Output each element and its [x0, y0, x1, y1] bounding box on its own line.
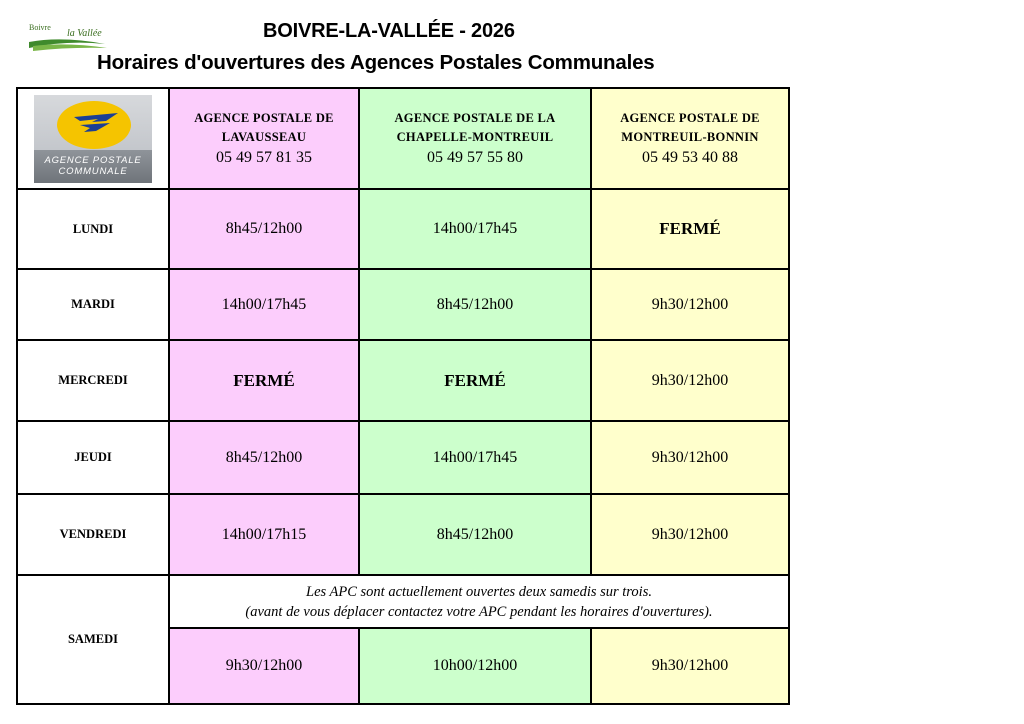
hours-cell: 10h00/12h00: [359, 628, 591, 704]
row-jeudi: [17, 421, 789, 494]
agency-name-line-1: AGENCE POSTALE DE LA: [394, 111, 556, 125]
hours-cell: 9h30/12h00: [591, 421, 789, 494]
agency-name-line-2: MONTREUIL-BONNIN: [621, 130, 759, 144]
agency-name-line-2: LAVAUSSEAU: [221, 130, 307, 144]
agence-postale-logo: [34, 95, 152, 183]
agency-phone: 05 49 57 55 80: [427, 149, 523, 166]
agency-phone: 05 49 53 40 88: [642, 149, 738, 166]
day-label: JEUDI: [17, 421, 169, 494]
day-label: LUNDI: [17, 189, 169, 269]
hours-cell: 9h30/12h00: [591, 494, 789, 575]
agency-name-line-1: AGENCE POSTALE DE: [620, 111, 760, 125]
logo-text-vallee: la Vallée: [67, 28, 102, 39]
agency-header-montreuil-bonnin: [591, 88, 789, 189]
agency-header-chapelle-montreuil: [359, 88, 591, 189]
day-label: MARDI: [17, 269, 169, 340]
logo-text-boivre: Boivre: [29, 23, 51, 32]
row-samedi-note: [17, 575, 789, 628]
logo-caption: [34, 155, 152, 177]
row-vendredi: [17, 494, 789, 575]
row-lundi: [17, 189, 789, 269]
logo-caption-line-1: AGENCE POSTALE: [44, 154, 142, 166]
municipality-logo: [27, 22, 109, 54]
hours-cell: 14h00/17h15: [169, 494, 359, 575]
hours-cell: 14h00/17h45: [359, 421, 591, 494]
row-mercredi: [17, 340, 789, 421]
closed-cell: FERMÉ: [359, 340, 591, 421]
closed-cell: FERMÉ: [591, 189, 789, 269]
day-label: VENDREDI: [17, 494, 169, 575]
saturday-note: [169, 575, 789, 628]
hours-cell: 9h30/12h00: [591, 628, 789, 704]
page-title: BOIVRE-LA-VALLÉE - 2026: [263, 20, 515, 42]
day-label: SAMEDI: [17, 575, 169, 704]
row-mardi: [17, 269, 789, 340]
logo-caption-line-2: COMMUNALE: [58, 165, 128, 177]
schedule-table: [16, 87, 790, 705]
agency-header-lavausseau: [169, 88, 359, 189]
hours-cell: 14h00/17h45: [359, 189, 591, 269]
hours-cell: 8h45/12h00: [359, 269, 591, 340]
saturday-note-line-1: Les APC sont actuellement ouvertes deux samedis sur trois.: [306, 583, 652, 600]
agency-name-line-2: CHAPELLE-MONTREUIL: [396, 130, 554, 144]
hours-cell: 9h30/12h00: [169, 628, 359, 704]
agency-phone: 05 49 57 81 35: [216, 149, 312, 166]
closed-cell: FERMÉ: [169, 340, 359, 421]
page-subtitle: Horaires d'ouvertures des Agences Postales Communales: [97, 51, 655, 74]
hours-cell: 9h30/12h00: [591, 340, 789, 421]
brand-logo-cell: [17, 88, 169, 189]
agency-name-line-1: AGENCE POSTALE DE: [194, 111, 334, 125]
saturday-note-line-2: (avant de vous déplacer contactez votre APC pendant les horaires d'ouvertures).: [245, 603, 713, 620]
hours-cell: 8h45/12h00: [359, 494, 591, 575]
hours-cell: 9h30/12h00: [591, 269, 789, 340]
day-label: MERCREDI: [17, 340, 169, 421]
header-row: [17, 88, 789, 189]
hours-cell: 8h45/12h00: [169, 421, 359, 494]
hours-cell: 8h45/12h00: [169, 189, 359, 269]
la-poste-bird-icon: [34, 95, 152, 155]
hours-cell: 14h00/17h45: [169, 269, 359, 340]
